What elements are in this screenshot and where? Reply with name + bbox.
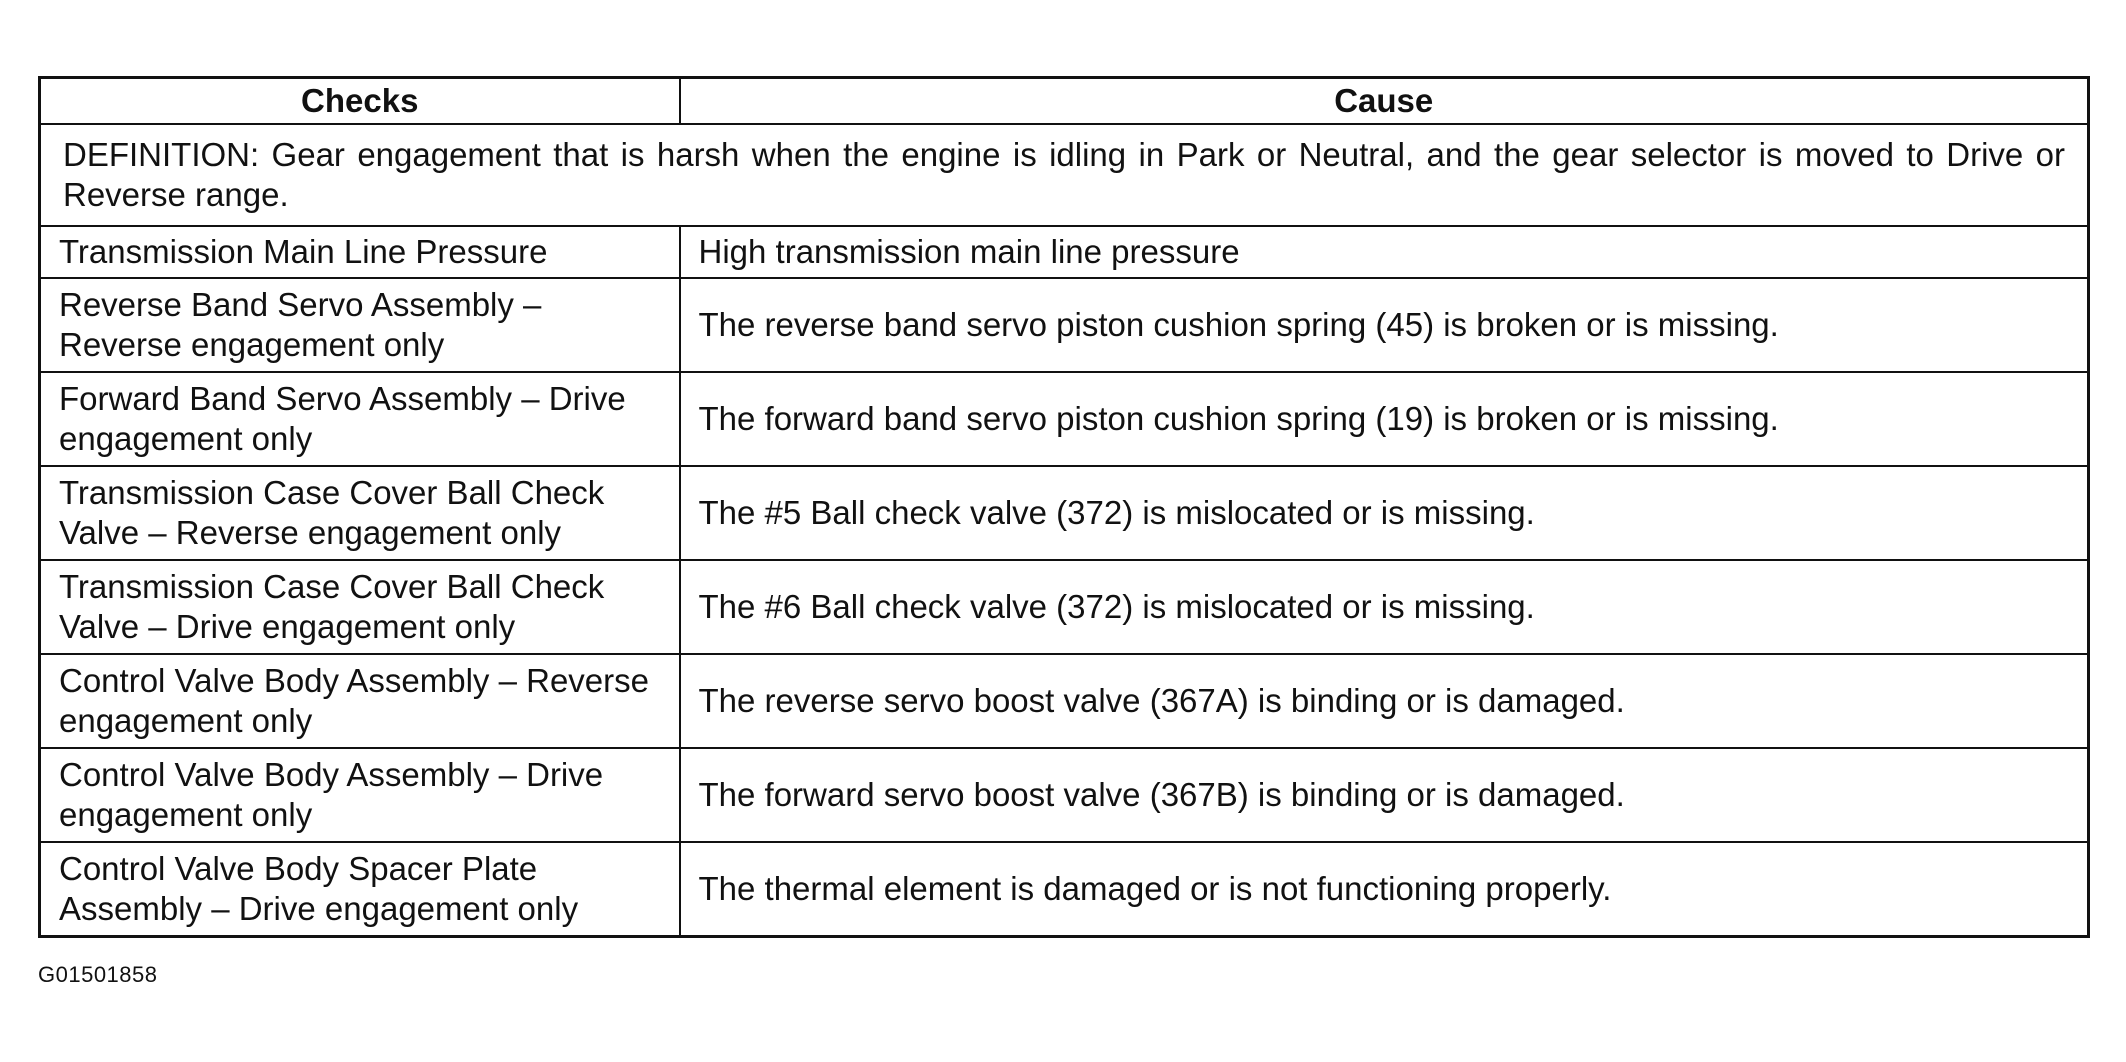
table-row: [40, 748, 2089, 842]
check-cell: Transmission Case Cover Ball Check Valve – Reverse engagement only: [40, 466, 680, 560]
cause-cell: High transmission main line pressure: [680, 226, 2089, 278]
cause-cell: The #5 Ball check valve (372) is mislocated or is missing.: [680, 466, 2089, 560]
check-cell: Control Valve Body Assembly – Drive engagement only: [40, 748, 680, 842]
check-cell: Reverse Band Servo Assembly – Reverse engagement only: [40, 278, 680, 372]
check-cell: Forward Band Servo Assembly – Drive engagement only: [40, 372, 680, 466]
header-checks: Checks: [40, 78, 680, 125]
figure-id: G01501858: [38, 962, 158, 987]
table-row: [40, 466, 2089, 560]
definition-row: [40, 124, 2089, 226]
cause-cell: The forward band servo piston cushion spring (19) is broken or is missing.: [680, 372, 2089, 466]
header-row: [40, 78, 2089, 125]
table-row: [40, 654, 2089, 748]
check-cell: Transmission Main Line Pressure: [40, 226, 680, 278]
table-row: [40, 226, 2089, 278]
header-cause: Cause: [680, 78, 2089, 125]
cause-cell: The reverse servo boost valve (367A) is binding or is damaged.: [680, 654, 2089, 748]
check-cell: Transmission Case Cover Ball Check Valve – Drive engagement only: [40, 560, 680, 654]
check-cell: Control Valve Body Assembly – Reverse engagement only: [40, 654, 680, 748]
table-row: [40, 560, 2089, 654]
diagnosis-table: [38, 76, 2090, 938]
table-row: [40, 842, 2089, 937]
cause-cell: The forward servo boost valve (367B) is binding or is damaged.: [680, 748, 2089, 842]
cause-cell: The thermal element is damaged or is not functioning properly.: [680, 842, 2089, 937]
cause-cell: The reverse band servo piston cushion spring (45) is broken or is missing.: [680, 278, 2089, 372]
table-row: [40, 372, 2089, 466]
diagnosis-table-container: [38, 76, 2090, 938]
definition-text: DEFINITION: Gear engagement that is harsh when the engine is idling in Park or Neutral, and the gear selector is moved to Drive or Reverse range.: [40, 124, 2089, 226]
table-row: [40, 278, 2089, 372]
cause-cell: The #6 Ball check valve (372) is mislocated or is missing.: [680, 560, 2089, 654]
check-cell: Control Valve Body Spacer Plate Assembly – Drive engagement only: [40, 842, 680, 937]
